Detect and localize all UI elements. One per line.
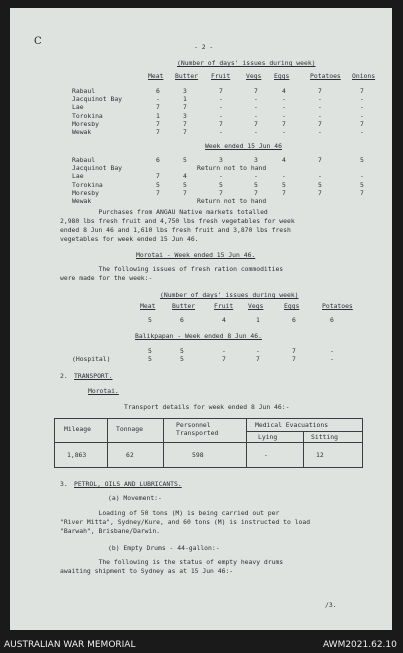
footer-accession: AWM2021.62.10 xyxy=(323,640,397,650)
issue-value: 7 xyxy=(156,188,160,197)
issue-value: 3 xyxy=(254,156,258,164)
column-header: Meat xyxy=(148,72,164,80)
transport-section-number: 2. xyxy=(60,372,68,380)
col-personnel: Personnel Transported xyxy=(176,421,219,437)
issue-value: 4 xyxy=(183,172,187,181)
issue-value: 7 xyxy=(183,103,187,112)
issue-value: 5 xyxy=(180,347,184,355)
transport-section-heading: TRANSPORT. xyxy=(74,372,113,380)
place-name: Torokina xyxy=(72,180,103,189)
issue-value: 6 xyxy=(156,87,160,95)
issue-value: 7 xyxy=(292,355,296,363)
place-name: Lae xyxy=(72,103,84,112)
column-header: Onions xyxy=(352,72,376,80)
issue-value: - xyxy=(219,95,223,104)
hospital-label: (Hospital) xyxy=(72,355,111,363)
issue-value: 7 xyxy=(183,119,187,128)
issue-value: 7 xyxy=(183,188,187,197)
place-name: Wewak xyxy=(72,197,92,205)
column-header: Butter xyxy=(175,72,199,80)
issue-value: - xyxy=(254,95,258,104)
column-header: Butter xyxy=(172,302,196,310)
issue-value: - xyxy=(282,172,286,181)
issue-value: 7 xyxy=(318,87,322,95)
issue-value: - xyxy=(360,95,364,104)
val-mileage: 1,863 xyxy=(67,451,87,459)
issue-value: - xyxy=(219,128,223,136)
issue-value: 5 xyxy=(183,156,187,164)
column-header: Eggs xyxy=(274,72,290,80)
val-lying: - xyxy=(264,451,268,459)
issue-value: 7 xyxy=(219,119,223,128)
issue-value: 1 xyxy=(156,111,160,120)
issue-value: - xyxy=(360,128,364,136)
issue-value: - xyxy=(360,111,364,120)
week1-title: (Number of days' issues during week) xyxy=(177,59,316,67)
issue-value: - xyxy=(318,103,322,112)
issue-value: 5 xyxy=(156,180,160,189)
col-sitting: Sitting xyxy=(311,433,338,441)
issue-value: 4 xyxy=(222,316,226,324)
issue-value: 7 xyxy=(256,355,260,363)
pol-section-number: 3. xyxy=(60,480,68,488)
issue-value: 6 xyxy=(292,316,296,324)
issue-value: - xyxy=(254,128,258,136)
issue-value: 7 xyxy=(360,87,364,95)
issue-value: 3 xyxy=(219,156,223,164)
paragraph-line: ended 8 Jun 46 and 1,610 lbs fresh fruit and 3,870 lbs fresh xyxy=(60,226,291,234)
issue-value: - xyxy=(219,103,223,112)
issue-value: - xyxy=(156,95,160,104)
transport-sub-heading: Morotai. xyxy=(88,387,119,395)
issue-value: 7 xyxy=(360,119,364,128)
col-lying: Lying xyxy=(258,433,278,441)
place-name: Moresby xyxy=(72,188,99,197)
place-name: Jacquinot Bay xyxy=(72,95,123,104)
paragraph-line: "River Mitta", Sydney/Kure, and 60 tons (M) is instructed to load xyxy=(60,518,311,526)
place-name: Jacquinot Bay xyxy=(72,164,123,173)
paragraph-line: awaiting shipment to Sydney as at 15 Jun 46:- xyxy=(60,567,234,575)
issue-value: 5 xyxy=(282,180,286,189)
issue-value: 7 xyxy=(219,87,223,95)
issue-value: 3 xyxy=(183,111,187,120)
issue-value: - xyxy=(219,111,223,120)
paragraph-line: were made for the week:- xyxy=(60,274,153,282)
issue-value: 7 xyxy=(360,188,364,197)
paragraph-line: "Barwah", Brisbane/Darwin. xyxy=(60,527,161,535)
footer-source: AUSTRALIAN WAR MEMORIAL xyxy=(4,640,136,650)
movement-label: (a) Movement:- xyxy=(108,494,162,502)
col-medevac: Medical Evacuations xyxy=(255,421,329,429)
place-name: Torokina xyxy=(72,111,103,120)
issue-value: 7 xyxy=(183,128,187,136)
issue-value: 5 xyxy=(219,180,223,189)
issue-value: 5 xyxy=(148,316,152,324)
pen-mark: C xyxy=(34,36,42,47)
issue-value: - xyxy=(318,95,322,104)
issue-value: 7 xyxy=(282,119,286,128)
column-header: Vegs xyxy=(246,72,262,80)
week2-title: Week ended 15 Jun 46 xyxy=(205,142,282,150)
column-header: Fruit xyxy=(211,72,231,80)
issue-value: 5 xyxy=(180,355,184,363)
paragraph-line: Purchases from ANGAU Native markets totalled xyxy=(60,208,268,216)
issue-value: - xyxy=(219,172,223,181)
place-name: Rabaul xyxy=(72,87,96,95)
page-number: - 2 - xyxy=(194,43,214,51)
issue-value: - xyxy=(360,172,364,181)
col-tonnage: Tonnage xyxy=(116,425,143,433)
place-name: Moresby xyxy=(72,119,99,128)
column-header: Meat xyxy=(140,302,156,310)
issue-value: - xyxy=(254,111,258,120)
issue-value: - xyxy=(222,347,226,355)
issue-value: 7 xyxy=(156,128,160,136)
paragraph-line: The following issues of fresh ration commodities xyxy=(60,265,284,273)
issue-value: 1 xyxy=(256,316,260,324)
issue-value: 4 xyxy=(282,87,286,95)
issue-value: - xyxy=(256,347,260,355)
place-name: Wewak xyxy=(72,128,92,136)
issue-value: - xyxy=(360,103,364,112)
issue-value: 6 xyxy=(156,156,160,164)
issue-value: 5 xyxy=(148,355,152,363)
column-header: Eggs xyxy=(284,302,300,310)
morotai-table-title: (Number of days' issues during week) xyxy=(160,291,299,299)
issue-value: 7 xyxy=(156,172,160,181)
place-name: Lae xyxy=(72,172,84,181)
issue-value: - xyxy=(282,111,286,120)
issue-value: 5 xyxy=(183,180,187,189)
issue-value: 5 xyxy=(318,180,322,189)
issue-value: 5 xyxy=(254,180,258,189)
issue-value: 7 xyxy=(219,188,223,197)
issue-value: 7 xyxy=(318,188,322,197)
paragraph-line: The following is the status of empty heavy drums xyxy=(60,558,284,566)
val-personnel: 598 xyxy=(192,451,204,459)
issue-value: 3 xyxy=(183,87,187,95)
return-note: Return not to hand xyxy=(197,197,267,205)
issue-value: 7 xyxy=(254,188,258,197)
column-header: Potatoes xyxy=(310,72,341,80)
issue-value: - xyxy=(318,128,322,136)
issue-value: 7 xyxy=(222,355,226,363)
issue-value: - xyxy=(318,111,322,120)
empty-drums-label: (b) Empty Drums - 44-gallon:- xyxy=(108,544,220,552)
val-sitting: 12 xyxy=(316,451,324,459)
issue-value: - xyxy=(318,172,322,181)
column-header: Vegs xyxy=(248,302,264,310)
balikpapan-heading: Balikpapan - Week ended 8 Jun 46. xyxy=(135,332,262,340)
document-page xyxy=(10,8,392,630)
issue-value: - xyxy=(330,355,334,363)
column-header: Fruit xyxy=(214,302,234,310)
paragraph-line: 2,980 lbs fresh fruit and 4,750 lbs fresh vegetables for week xyxy=(60,217,295,225)
issue-value: 7 xyxy=(318,119,322,128)
issue-value: 7 xyxy=(254,119,258,128)
next-page-mark: /3. xyxy=(325,601,337,609)
column-header: Potatoes xyxy=(322,302,353,310)
val-tonnage: 62 xyxy=(126,451,134,459)
issue-value: 7 xyxy=(318,156,322,164)
paragraph-line: vegetables for week ended 15 Jun 46. xyxy=(60,235,199,243)
issue-value: 7 xyxy=(156,103,160,112)
issue-value: 5 xyxy=(148,347,152,355)
transport-caption: Transport details for week ended 8 Jun 46:- xyxy=(124,403,290,411)
paragraph-line: Loading of 50 tons (M) is being carried out per xyxy=(60,509,280,517)
issue-value: 1 xyxy=(183,95,187,104)
issue-value: 5 xyxy=(360,180,364,189)
issue-value: 7 xyxy=(254,87,258,95)
issue-value: - xyxy=(282,103,286,112)
place-name: Rabaul xyxy=(72,156,96,164)
issue-value: 7 xyxy=(156,119,160,128)
issue-value: 5 xyxy=(360,156,364,164)
issue-value: - xyxy=(330,347,334,355)
issue-value: - xyxy=(254,103,258,112)
issue-value: 7 xyxy=(292,347,296,355)
morotai-heading: Morotai - Week ended 15 Jun 46. xyxy=(136,251,256,259)
issue-value: - xyxy=(254,172,258,181)
pol-section-heading: PETROL, OILS AND LUBRICANTS. xyxy=(74,480,182,488)
col-mileage: Mileage xyxy=(64,425,91,433)
issue-value: 4 xyxy=(282,156,286,164)
issue-value: - xyxy=(282,128,286,136)
issue-value: 6 xyxy=(180,316,184,324)
issue-value: - xyxy=(282,95,286,104)
issue-value: 6 xyxy=(330,316,334,324)
issue-value: 7 xyxy=(282,188,286,197)
return-note: Return not to hand xyxy=(197,164,267,173)
